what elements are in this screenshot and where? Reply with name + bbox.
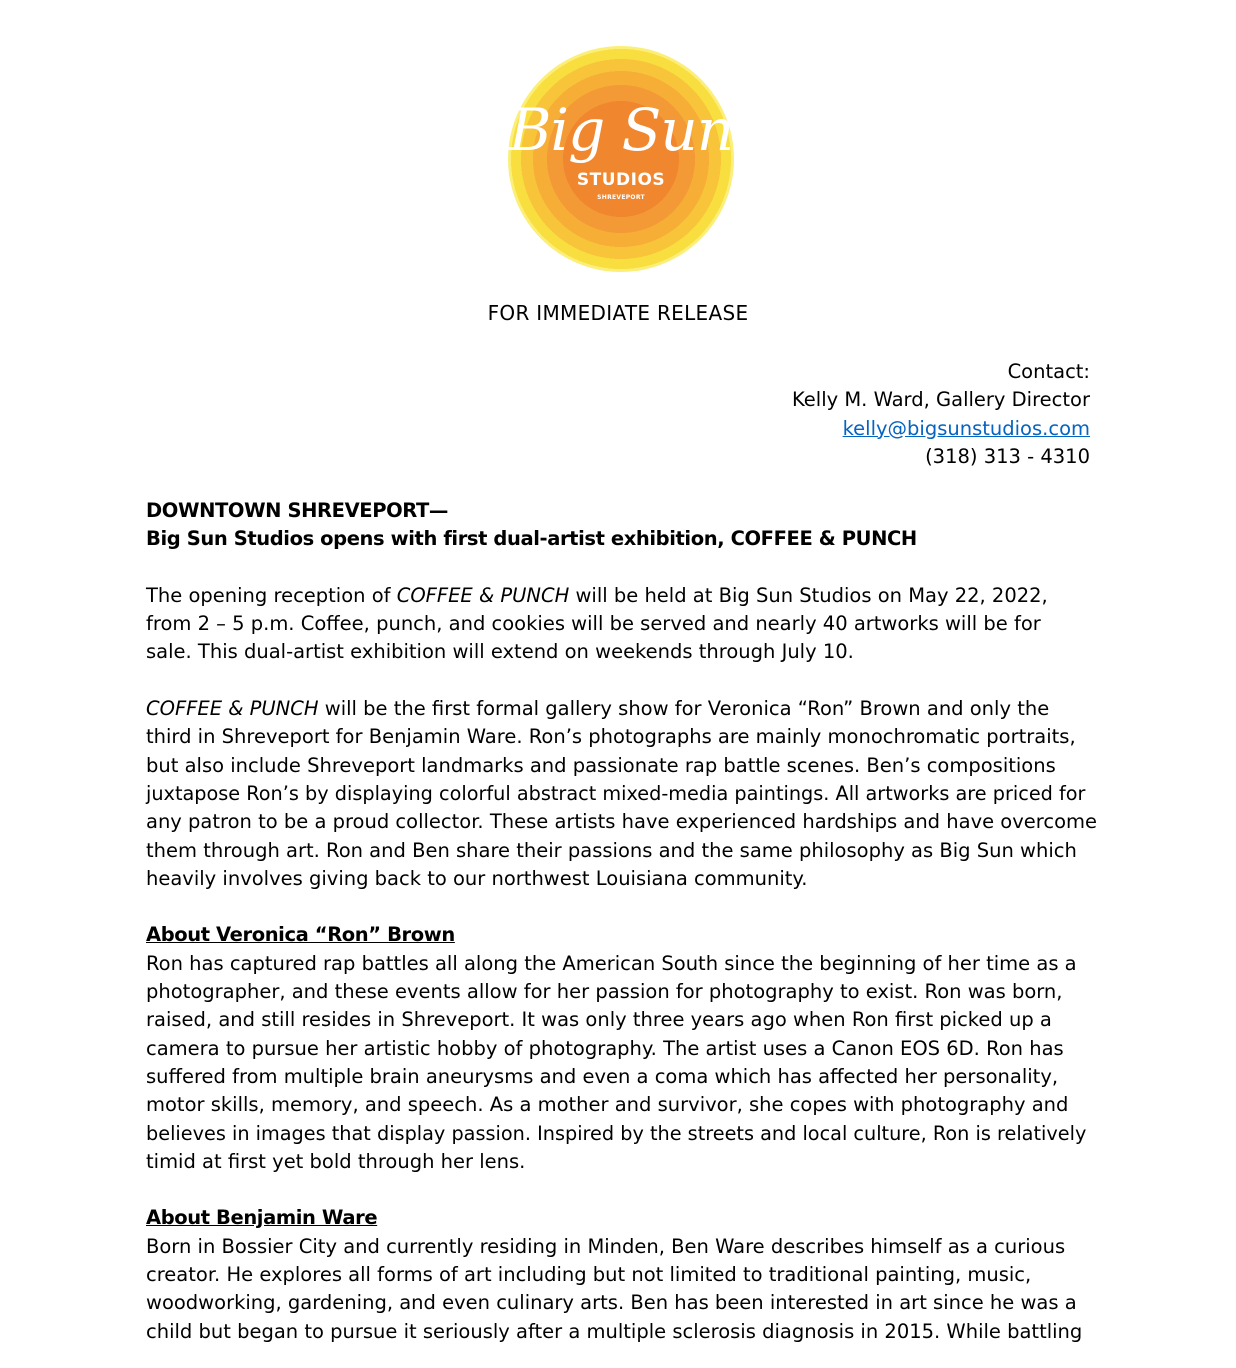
paragraph-line: but also include Shreveport landmarks and passionate rap battle scenes. Ben’s compositions xyxy=(146,753,1056,777)
exhibition-title: COFFEE & PUNCH xyxy=(146,697,319,721)
paragraph-line: Ron has captured rap battles all along the American South since the beginning of her time as a xyxy=(146,951,1077,975)
paragraph-line: heavily involves giving back to our northwest Louisiana community. xyxy=(146,866,808,890)
logo-subtitle: STUDIOS xyxy=(576,170,666,190)
paragraph-text: will be the first formal gallery show for Veronica “Ron” Brown and only the xyxy=(318,697,1050,721)
paragraph-line: suffered from multiple brain aneurysms and even a coma which has affected her personality, xyxy=(146,1064,1059,1088)
paragraph-line: camera to pursue her artistic hobby of photography. The artist uses a Canon EOS 6D. Ron has xyxy=(146,1036,1064,1060)
contact-label: Contact: xyxy=(1007,360,1090,383)
paragraph-line: sale. This dual-artist exhibition will extend on weekends through July 10. xyxy=(146,640,854,664)
contact-phone: (318) 313 - 4310 xyxy=(925,444,1090,468)
paragraph-line: them through art. Ron and Ben share their passions and the same philosophy as Big Sun which xyxy=(146,838,1077,862)
section-heading-ben: About Benjamin Ware xyxy=(146,1206,378,1230)
contact-name: Kelly M. Ward, Gallery Director xyxy=(791,388,1090,412)
paragraph-line: creator. He explores all forms of art including but not limited to traditional painting, music, xyxy=(146,1263,1032,1287)
logo-city: SHREVEPORT xyxy=(597,194,645,201)
headline: Big Sun Studios opens with first dual-artist exhibition, COFFEE & PUNCH xyxy=(146,527,917,551)
paragraph-text: The opening reception of xyxy=(146,583,397,607)
big-sun-logo xyxy=(508,46,734,272)
paragraph-exhibition xyxy=(146,695,1096,893)
paragraph-line: raised, and still resides in Shreveport. It was only three years ago when Ron first picked up a xyxy=(146,1008,1052,1032)
paragraph-line: child but began to pursue it seriously after a multiple sclerosis diagnosis in 2015. While battling xyxy=(146,1319,1083,1343)
contact-email-link[interactable]: kelly@bigsunstudios.com xyxy=(842,416,1090,440)
section-ron-brown xyxy=(146,921,1096,1176)
paragraph-line: photographer, and these events allow for her passion for photography to exist. Ron was born, xyxy=(146,980,1063,1004)
paragraph-line: motor skills, memory, and speech. As a mother and survivor, she copes with photography and xyxy=(146,1093,1069,1117)
paragraph-line: Born in Bossier City and currently residing in Minden, Ben Ware describes himself as a curious xyxy=(146,1234,1066,1258)
dateline: DOWNTOWN SHREVEPORT— xyxy=(146,499,449,522)
release-label: FOR IMMEDIATE RELEASE xyxy=(487,301,749,325)
paragraph-line: any patron to be a proud collector. These artists have experienced hardships and have overcome xyxy=(146,810,1098,834)
paragraph-line: juxtapose Ron’s by displaying colorful abstract mixed-media paintings. All artworks are priced for xyxy=(146,781,1086,805)
paragraph-line: believes in images that display passion. Inspired by the streets and local culture, Ron is relatively xyxy=(146,1121,1087,1145)
contact-block xyxy=(792,358,1090,471)
paragraph-opening xyxy=(146,582,1096,667)
paragraph-line: from 2 – 5 p.m. Coffee, punch, and cookies will be served and nearly 40 artworks will be for xyxy=(146,612,1041,636)
press-release-body xyxy=(146,497,1096,1346)
paragraph-line: third in Shreveport for Benjamin Ware. Ron’s photographs are mainly monochromatic portraits, xyxy=(146,725,1076,749)
paragraph-line: timid at first yet bold through her lens. xyxy=(146,1149,526,1173)
paragraph-text: will be held at Big Sun Studios on May 22, 2022, xyxy=(569,583,1048,607)
section-ben-ware xyxy=(146,1204,1096,1345)
section-heading-ron: About Veronica “Ron” Brown xyxy=(146,923,455,947)
logo-wordmark: Big Sun xyxy=(508,96,734,164)
paragraph-line: woodworking, gardening, and even culinary arts. Ben has been interested in art since he was a xyxy=(146,1291,1077,1315)
exhibition-title: COFFEE & PUNCH xyxy=(396,583,570,607)
